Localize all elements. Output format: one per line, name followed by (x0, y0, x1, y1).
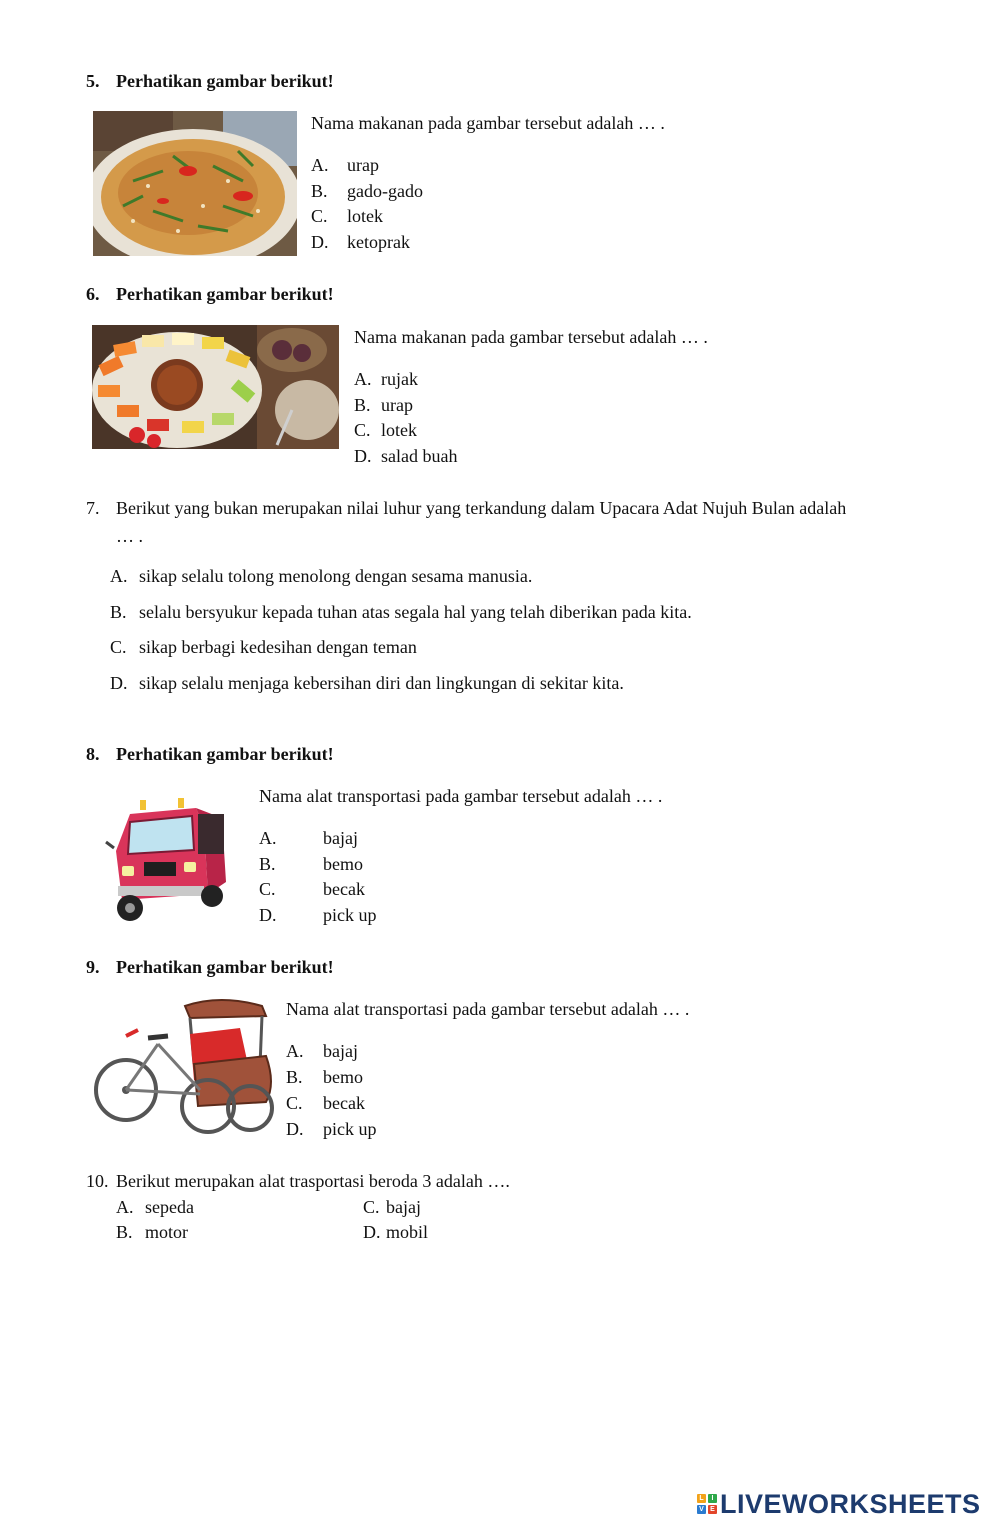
urap-food-photo (93, 111, 297, 256)
q5-prompt: Perhatikan gambar berikut! (116, 71, 334, 91)
q9-prompt: Perhatikan gambar berikut! (116, 957, 334, 977)
rujak-food-photo (92, 325, 339, 449)
q6-option-c[interactable]: lotek (381, 420, 417, 440)
q5-number: 5. (86, 71, 100, 91)
q10-option-d-letter: D. (363, 1222, 381, 1242)
q6-prompt: Perhatikan gambar berikut! (116, 284, 334, 304)
q10-option-a[interactable]: sepeda (145, 1197, 194, 1217)
q10-stem: Berikut merupakan alat trasportasi beroda 3 adalah …. (116, 1171, 510, 1191)
q8-option-a-letter: A. (259, 828, 277, 848)
q10-option-b[interactable]: motor (145, 1222, 188, 1242)
q8-number: 8. (86, 744, 100, 764)
q10-option-c-letter: C. (363, 1197, 380, 1217)
liveworksheets-logo (697, 1489, 981, 1519)
logo-letter-l: L (697, 1494, 706, 1503)
q5-option-b-letter: B. (311, 181, 328, 201)
q9-option-a-letter: A. (286, 1041, 304, 1061)
q7-option-d-letter: D. (110, 673, 128, 693)
q6-stem: Nama makanan pada gambar tersebut adalah … . (354, 327, 708, 347)
q5-option-c-letter: C. (311, 206, 328, 226)
q5-option-c[interactable]: lotek (347, 206, 383, 226)
logo-grid-icon (697, 1494, 717, 1514)
logo-text: LIVEWORKSHEETS (720, 1488, 981, 1519)
q7-option-a-letter: A. (110, 566, 128, 586)
q7-option-c[interactable]: sikap berbagi kedesihan dengan teman (139, 637, 417, 657)
q10-option-b-letter: B. (116, 1222, 133, 1242)
q10-option-d[interactable]: mobil (386, 1222, 429, 1242)
logo-letter-v: V (697, 1505, 706, 1514)
q7-option-a[interactable]: sikap selalu tolong menolong dengan sesama manusia. (139, 566, 533, 586)
q8-option-b[interactable]: bemo (323, 854, 363, 874)
q7-stem-line2: … . (116, 526, 143, 546)
q6-option-a[interactable]: rujak (381, 369, 418, 389)
q6-option-b-letter: B. (354, 395, 371, 415)
q7-stem-line1: Berikut yang bukan merupakan nilai luhur yang terkandung dalam Upacara Adat Nujuh Bulan adalah (116, 498, 847, 518)
becak-icon (90, 994, 276, 1136)
q9-number: 9. (86, 957, 100, 977)
logo-letter-i: I (708, 1494, 717, 1503)
q5-option-a[interactable]: urap (347, 155, 379, 175)
q7-option-b[interactable]: selalu bersyukur kepada tuhan atas segala hal yang telah diberikan pada kita. (139, 602, 692, 622)
q8-option-a[interactable]: bajaj (323, 828, 358, 848)
q9-option-c[interactable]: becak (323, 1093, 365, 1113)
q10-number: 10. (86, 1171, 109, 1191)
q5-option-b[interactable]: gado-gado (347, 181, 423, 201)
bajaj-icon (100, 796, 230, 926)
q7-option-b-letter: B. (110, 602, 127, 622)
q7-option-c-letter: C. (110, 637, 127, 657)
logo-letter-e: E (708, 1505, 717, 1514)
q10-option-c[interactable]: bajaj (386, 1197, 421, 1217)
q8-prompt: Perhatikan gambar berikut! (116, 744, 334, 764)
q8-stem: Nama alat transportasi pada gambar tersebut adalah … . (259, 786, 663, 806)
q9-option-d[interactable]: pick up (323, 1119, 377, 1139)
q6-option-a-letter: A. (354, 369, 372, 389)
q5-option-d[interactable]: ketoprak (347, 232, 410, 252)
q9-stem: Nama alat transportasi pada gambar tersebut adalah … . (286, 999, 690, 1019)
q8-option-d[interactable]: pick up (323, 905, 377, 925)
q8-option-c-letter: C. (259, 879, 276, 899)
q10-option-a-letter: A. (116, 1197, 134, 1217)
q9-option-a[interactable]: bajaj (323, 1041, 358, 1061)
q6-option-d[interactable]: salad buah (381, 446, 458, 466)
q8-option-c[interactable]: becak (323, 879, 365, 899)
q6-option-d-letter: D. (354, 446, 372, 466)
q8-option-d-letter: D. (259, 905, 277, 925)
q6-number: 6. (86, 284, 100, 304)
q7-number: 7. (86, 498, 100, 518)
q5-option-d-letter: D. (311, 232, 329, 252)
q5-option-a-letter: A. (311, 155, 329, 175)
q8-option-b-letter: B. (259, 854, 276, 874)
q9-option-b[interactable]: bemo (323, 1067, 363, 1087)
q5-stem: Nama makanan pada gambar tersebut adalah … . (311, 113, 665, 133)
q9-option-c-letter: C. (286, 1093, 303, 1113)
q6-option-c-letter: C. (354, 420, 371, 440)
q6-option-b[interactable]: urap (381, 395, 413, 415)
q9-option-b-letter: B. (286, 1067, 303, 1087)
q9-option-d-letter: D. (286, 1119, 304, 1139)
q7-option-d[interactable]: sikap selalu menjaga kebersihan diri dan lingkungan di sekitar kita. (139, 673, 624, 693)
